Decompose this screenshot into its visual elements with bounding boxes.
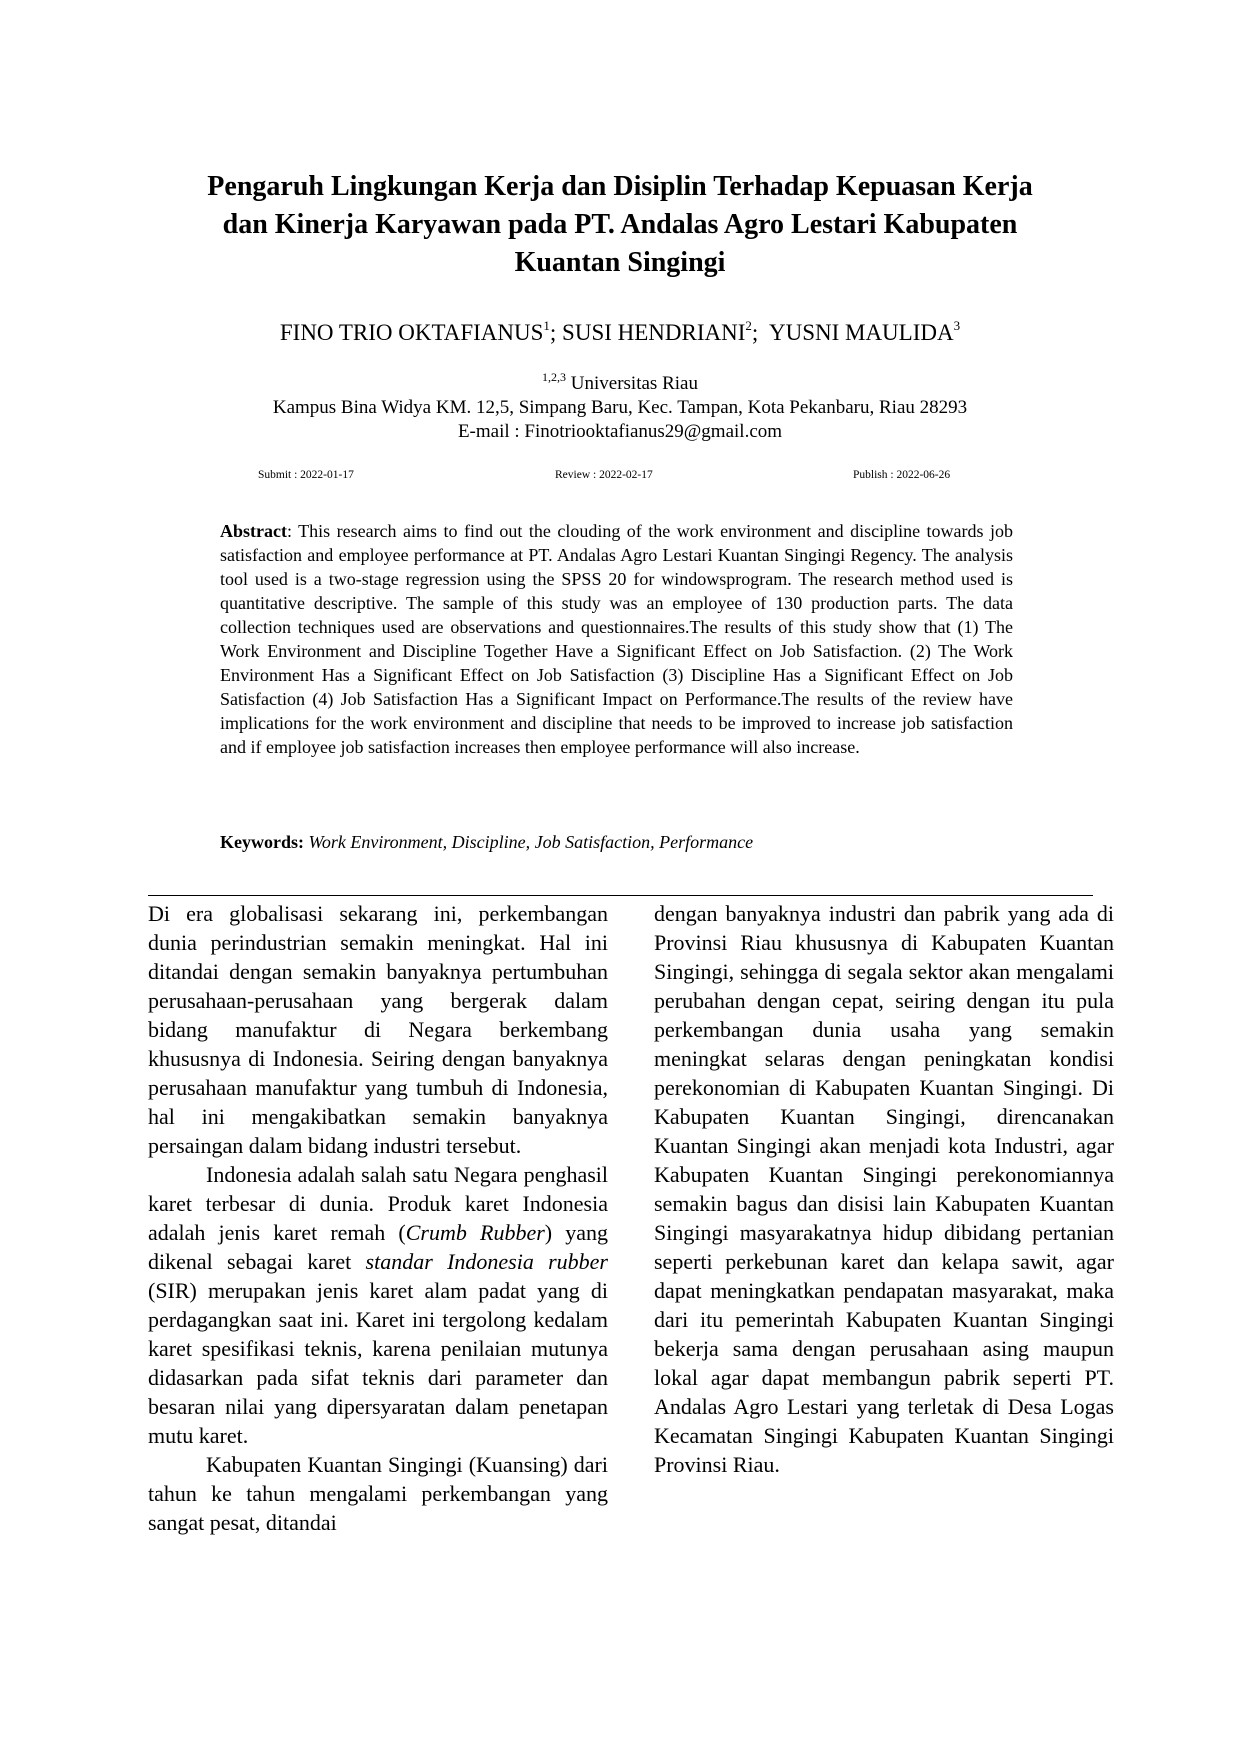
abstract-label: Abstract [220,521,287,541]
contact-email: E-mail : Finotriooktafianus29@gmail.com [457,421,783,442]
italic-term: standar Indonesia rubber [365,1249,608,1274]
abstract-text: : This research aims to find out the clouding of the work environment and discipline towards job satisfaction and employee performance at PT. Andalas Agro Lestari Kuantan Singingi Regency. The analysis tool used is a two-stage regression using the SPSS 20 for windowsprogram. The research method used is quantitative descriptive. The sample of this study was an employee of 130 production parts. The data collection techniques used are observations and questionnaires.The results of this study show that (1) The Work Environment and Discipline Together Have a Significant Effect on Job Satisfaction. (2) The Work Environment Has a Significant Effect on Job Satisfaction (3) Discipline Has a Significant Effect on Job Satisfaction (4) Job Satisfaction Has a Significant Impact on Performance.The results of the review have implications for the work environment and discipline that needs to be improved to increase job satisfaction and if employee job satisfaction increases then employee performance will also increase. [220,521,1013,757]
author-name: FINO TRIO OKTAFIANUS [279,320,544,345]
author-affiliation-mark: 3 [953,318,961,333]
submit-date: Submit : 2022-01-17 [258,469,354,481]
keywords-text: Work Environment, Discipline, Job Satisfaction, Performance [308,832,754,852]
university-line [120,372,1120,396]
university-name: Universitas Riau [570,373,698,394]
author-affiliation-mark: 1 [543,318,550,333]
author-name: SUSI HENDRIANI [562,320,746,345]
author-name: YUSNI MAULIDA [768,320,954,345]
affiliation-block [120,372,1120,444]
abstract [220,519,1013,759]
section-divider [148,895,1093,896]
body-paragraph: Di era globalisasi sekarang ini, perkembangan dunia perindustrian semakin meningkat. Hal ini ditandai dengan semakin banyaknya pertumbuhan perusahaan-perusahaan yang bergerak dalam bidang manufaktur di Negara berkembang khususnya di Indonesia. Seiring dengan banyaknya perusahaan manufaktur yang tumbuh di Indonesia, hal ini mengakibatkan semakin banyaknya persaingan dalam bidang industri tersebut. [148,901,608,1158]
keywords-label: Keywords: [220,832,304,852]
publish-date: Publish : 2022-06-26 [853,469,951,481]
author-affiliation-mark: 2 [745,318,752,333]
keywords [220,830,1020,854]
italic-term: Crumb Rubber [405,1220,545,1245]
body-paragraph: Indonesia adalah salah satu Negara penghasil karet terbesar di dunia. Produk karet Indonesia adalah jenis karet remah (Crumb Rubber) yang dikenal sebagai karet standar Indonesia rubber (SIR) merupakan jenis karet alam padat yang di perdagangkan saat ini. Karet ini tergolong kedalam karet spesifikasi teknis, karena penilaian mutunya didasarkan pada sifat teknis dari parameter dan besaran nilai yang dipersyaratan dalam penetapan mutu karet. [148,1162,609,1448]
paper-title [170,168,1070,282]
body-paragraph: dengan banyaknya industri dan pabrik yang ada di Provinsi Riau khususnya di Kabupaten Kuantan Singingi, sehingga di segala sektor akan mengalami perubahan dengan cepat, seiring dengan itu pula perkembangan dunia usaha yang semakin meningkat selaras dengan peningkatan kondisi perekonomian di Kabupaten Kuantan Singingi. Di Kabupaten Kuantan Singingi, direncanakan Kuantan Singingi akan menjadi kota Industri, agar Kabupaten Kuantan Singingi perekonomiannya semakin bagus dan disisi lain Kabupaten Kuantan Singingi masyarakatnya hidup dibidang pertanian seperti perkebunan karet dan kelapa sawit, agar dapat meningkatkan pendapatan masyarakat, maka dari itu pemerintah Kabupaten Kuantan Singingi bekerja sama dengan perusahaan asing maupun lokal agar dapat membangun pabrik seperti PT. Andalas Agro Lestari yang terletak di Desa Logas Kecamatan Singingi Kabupaten Kuantan Singingi Provinsi Riau. [654,901,1114,1477]
affiliation-mark: 1,2,3 [542,370,567,384]
review-date: Review : 2022-02-17 [555,469,653,481]
author-list: FINO TRIO OKTAFIANUS$^1$; SUSI HENDRIANI$^2$; YUSNI MAULIDA$^3$ [279,318,961,345]
title-line-3: Kuantan Singingi [514,247,726,278]
body-column-left [148,899,608,1537]
campus-address: Kampus Bina Widya KM. 12,5, Simpang Baru, Kec. Tampan, Kota Pekanbaru, Riau 28293 [272,397,968,418]
body-column-right [654,899,1114,1479]
body-paragraph: Kabupaten Kuantan Singingi (Kuansing) dari tahun ke tahun mengalami perkembangan yang sangat pesat, ditandai [148,1452,608,1535]
title-line-1: Pengaruh Lingkungan Kerja dan Disiplin Terhadap Kepuasan Kerja [207,171,1033,202]
title-line-2: dan Kinerja Karyawan pada PT. Andalas Agro Lestari Kabupaten [222,209,1018,240]
